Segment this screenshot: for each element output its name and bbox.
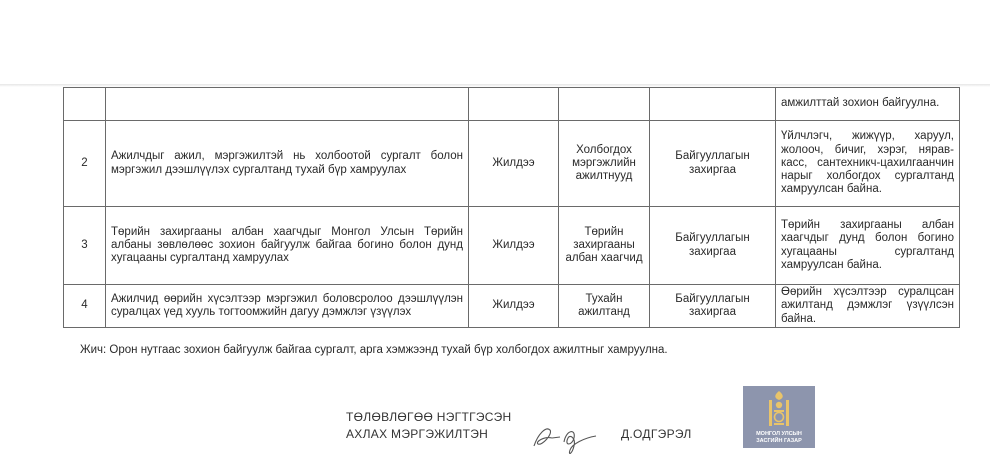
government-seal [743,386,815,448]
result-cell: Өөрийн хүсэлтээр суралцсан ажилтанд дэмжлэг үзүүлсэн байна. [776,285,960,328]
activity-cell: Ажилчид өөрийн хүсэлтээр мэргэжил боловсролоо дээшлүүлэн суралцах үед хууль тогтоомжийн дагуу дэмжлэг үзүүлэх [106,285,469,328]
activity-cell: Төрийн захиргааны албан хаагчдыг Монгол Улсын Төрийн албаны зөвлөлөөс зохион байгуулж байгаа богино болон дунд хугацааны сургалтанд хамруулах [106,207,469,285]
result-cell: Үйлчлэгч, жижүүр, харуул, жолооч, бичиг, хэрэг, нярав-касс, сантехникч-цахилгаанчин нарыг холбогдох сургалтанд хамруулсан байна. [776,121,960,207]
training-plan-table [63,87,960,328]
responsible-cell: Байгууллагын захиргаа [650,207,776,285]
result-cell: амжилттай зохион байгуулна. [776,88,960,121]
responsible-cell: Байгууллагын захиргаа [650,121,776,207]
row-number: 3 [64,207,106,285]
row-number [64,88,106,121]
activity-cell [106,88,469,121]
table-row [64,285,960,328]
frequency-cell: Жилдээ [469,285,559,328]
footnote: Жич: Орон нутгаас зохион байгуулж байгаа сургалт, арга хэмжээнд тухай бүр холбогдох ажилтныг хамруулна. [80,344,668,356]
responsible-cell [650,88,776,121]
frequency-cell: Жилдээ [469,207,559,285]
row-number: 4 [64,285,106,328]
frequency-cell [469,88,559,121]
signatory-title [346,409,512,443]
signatory-title-line1: ТӨЛӨВЛӨГӨӨ НЭГТГЭСЭН [346,410,512,424]
signatory-title-line2: АХЛАХ МЭРГЭЖИЛТЭН [346,427,489,441]
table-row [64,121,960,207]
seal-line1: МОНГОЛ УЛСЫН [756,431,802,437]
table-row [64,207,960,285]
table-row [64,88,960,121]
participants-cell: Холбогдох мэргэжлийн ажилтнууд [559,121,650,207]
signatory-name: Д.ОДГЭРЭЛ [621,427,692,441]
participants-cell: Төрийн захиргааны албан хаагчид [559,207,650,285]
activity-cell: Ажилчдыг ажил, мэргэжилтэй нь холбоотой сургалт болон мэргэжил дээшлүүлэх сургалтанд тухай бүр хамруулах [106,121,469,207]
participants-cell: Тухайн ажилтанд [559,285,650,328]
participants-cell [559,88,650,121]
frequency-cell: Жилдээ [469,121,559,207]
handwritten-signature [530,416,600,460]
row-number: 2 [64,121,106,207]
result-cell: Төрийн захиргааны албан хаагчдыг дунд болон богино хугацааны сургалтанд хамруулсан байна. [776,207,960,285]
soyombo-emblem-icon [743,388,815,430]
seal-line2: ЗАСГИЙН ГАЗАР [756,438,802,444]
responsible-cell: Байгууллагын захиргаа [650,285,776,328]
